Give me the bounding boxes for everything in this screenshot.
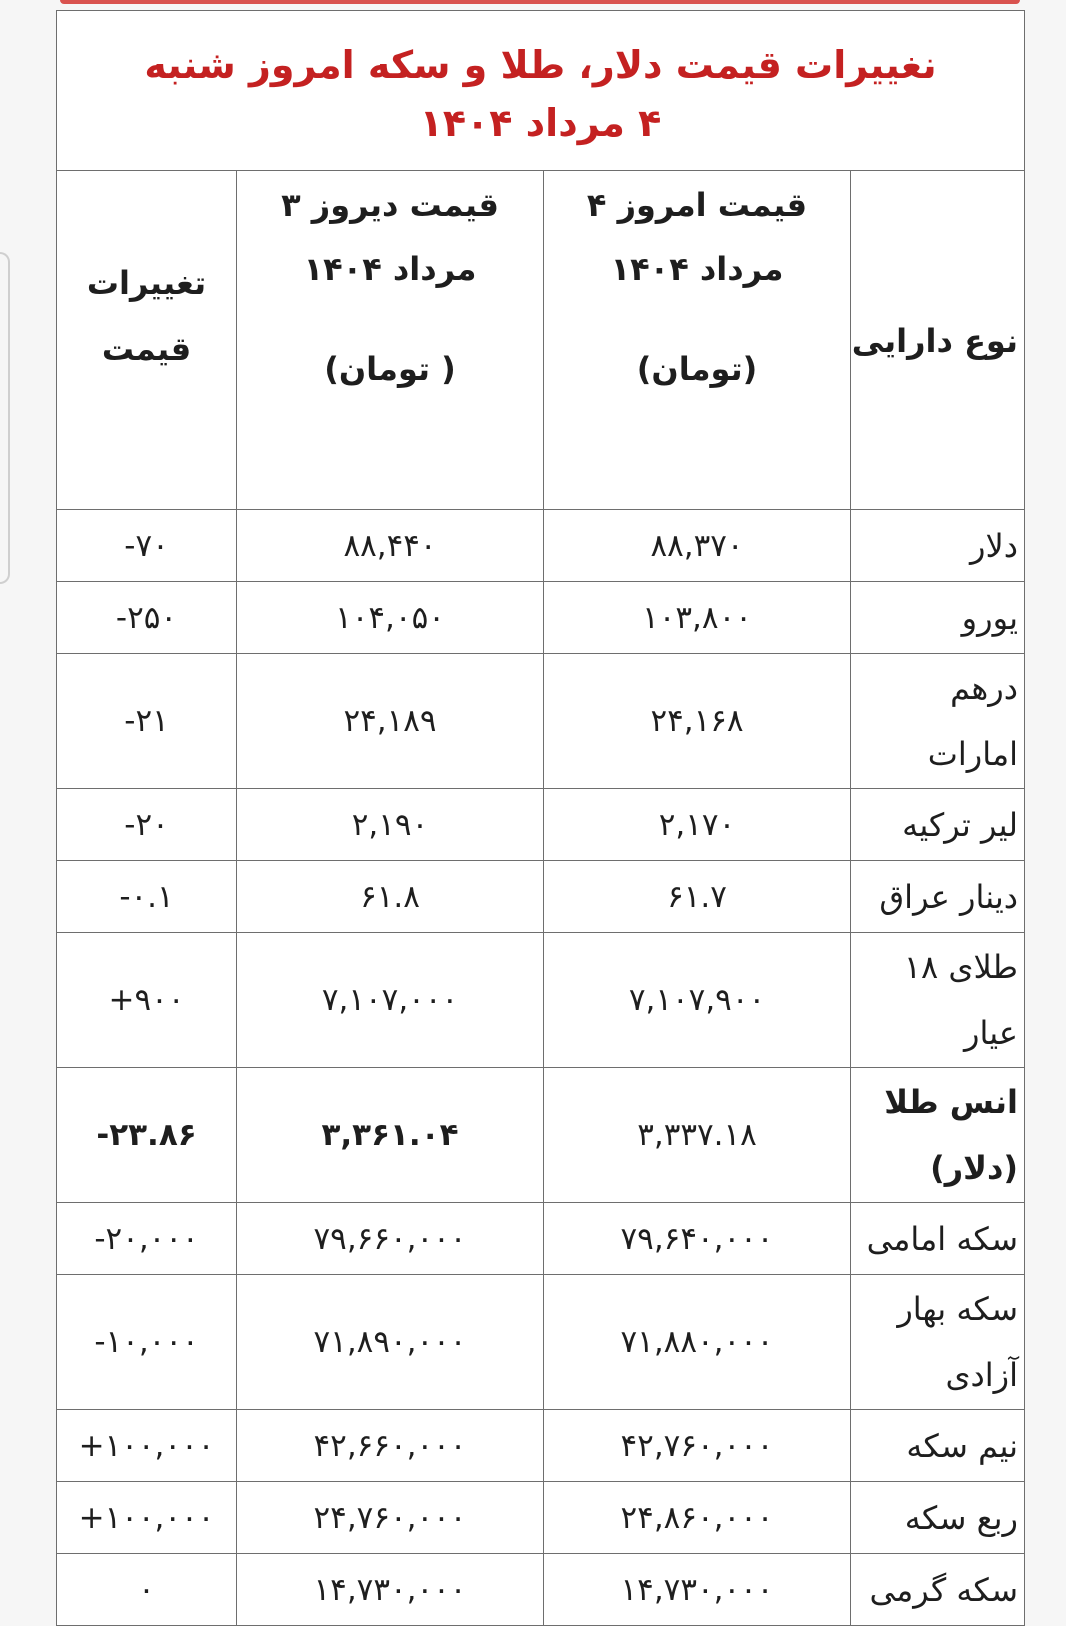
table-row-dollar bbox=[57, 510, 1025, 582]
header-change-line2: قیمت bbox=[101, 330, 192, 368]
asset-name: سکه گرمی bbox=[851, 1554, 1025, 1626]
today-price: ۸۸,۳۷۰ bbox=[544, 510, 851, 582]
price-change: ۰.۱- bbox=[57, 861, 237, 933]
today-price: ۲۴,۱۶۸ bbox=[544, 654, 851, 789]
today-price: ۲,۱۷۰ bbox=[544, 789, 851, 861]
table-row-dirham bbox=[57, 654, 1025, 789]
price-table-container bbox=[56, 10, 1024, 1609]
table-row-lira bbox=[57, 789, 1025, 861]
header-yesterday-price bbox=[237, 171, 544, 510]
yesterday-price: ۱۰۴,۰۵۰ bbox=[237, 582, 544, 654]
price-change: ۲۰- bbox=[57, 789, 237, 861]
table-row-gold18 bbox=[57, 933, 1025, 1068]
yesterday-price: ۲۴,۷۶۰,۰۰۰ bbox=[237, 1482, 544, 1554]
header-today-price bbox=[544, 171, 851, 510]
yesterday-price: ۳,۳۶۱.۰۴ bbox=[237, 1068, 544, 1203]
price-change: ۱۰۰,۰۰۰+ bbox=[57, 1410, 237, 1482]
price-change: ۲۰,۰۰۰- bbox=[57, 1203, 237, 1275]
today-price: ۷۹,۶۴۰,۰۰۰ bbox=[544, 1203, 851, 1275]
header-change-line1: تغییرات bbox=[86, 264, 207, 302]
price-change: ۲۵۰- bbox=[57, 582, 237, 654]
asset-name: سکه امامی bbox=[851, 1203, 1025, 1275]
side-handle[interactable] bbox=[0, 252, 10, 584]
yesterday-price: ۷,۱۰۷,۰۰۰ bbox=[237, 933, 544, 1068]
table-row-dinar bbox=[57, 861, 1025, 933]
asset-name: یورو bbox=[851, 582, 1025, 654]
header-yesterday-line2: مرداد ۱۴۰۴ bbox=[303, 250, 477, 288]
yesterday-price: ۲,۱۹۰ bbox=[237, 789, 544, 861]
asset-name: دلار bbox=[851, 510, 1025, 582]
asset-name: طلای ۱۸ عیار bbox=[851, 933, 1025, 1068]
table-row-euro bbox=[57, 582, 1025, 654]
table-row-bahar-coin bbox=[57, 1275, 1025, 1410]
yesterday-price: ۱۴,۷۳۰,۰۰۰ bbox=[237, 1554, 544, 1626]
asset-name: ربع سکه bbox=[851, 1482, 1025, 1554]
price-change: ۱۰۰,۰۰۰+ bbox=[57, 1482, 237, 1554]
price-change: ۰ bbox=[57, 1554, 237, 1626]
price-change: ۱۰,۰۰۰- bbox=[57, 1275, 237, 1410]
header-today-line1: قیمت امروز ۴ bbox=[586, 186, 808, 224]
price-change: ۷۰- bbox=[57, 510, 237, 582]
price-table bbox=[56, 10, 1025, 1626]
asset-name: درهم امارات bbox=[851, 654, 1025, 789]
table-row-half-coin bbox=[57, 1410, 1025, 1482]
yesterday-price: ۷۹,۶۶۰,۰۰۰ bbox=[237, 1203, 544, 1275]
header-price-change bbox=[57, 171, 237, 510]
today-price: ۱۴,۷۳۰,۰۰۰ bbox=[544, 1554, 851, 1626]
asset-name: انس طلا (دلار) bbox=[851, 1068, 1025, 1203]
header-yesterday-unit: ( تومان) bbox=[324, 350, 456, 388]
table-row-quarter-coin bbox=[57, 1482, 1025, 1554]
top-accent-strip bbox=[60, 0, 1020, 4]
today-price: ۷۱,۸۸۰,۰۰۰ bbox=[544, 1275, 851, 1410]
table-row-gold-ounce bbox=[57, 1068, 1025, 1203]
table-row-gram-coin bbox=[57, 1554, 1025, 1626]
yesterday-price: ۷۱,۸۹۰,۰۰۰ bbox=[237, 1275, 544, 1410]
yesterday-price: ۲۴,۱۸۹ bbox=[237, 654, 544, 789]
yesterday-price: ۴۲,۶۶۰,۰۰۰ bbox=[237, 1410, 544, 1482]
table-title: نغییرات قیمت دلار، طلا و سکه امروز شنبه ۴ مرداد ۱۴۰۴ bbox=[57, 11, 1025, 171]
price-change: ۹۰۰+ bbox=[57, 933, 237, 1068]
header-today-line2: مرداد ۱۴۰۴ bbox=[610, 250, 784, 288]
today-price: ۳,۳۳۷.۱۸ bbox=[544, 1068, 851, 1203]
header-today-unit: (تومان) bbox=[636, 350, 758, 388]
price-change: ۲۱- bbox=[57, 654, 237, 789]
asset-name: نیم سکه bbox=[851, 1410, 1025, 1482]
asset-name: سکه بهار آزادی bbox=[851, 1275, 1025, 1410]
price-change: ۲۳.۸۶- bbox=[57, 1068, 237, 1203]
today-price: ۶۱.۷ bbox=[544, 861, 851, 933]
header-row bbox=[57, 171, 1025, 510]
header-asset-type: نوع دارایی bbox=[851, 171, 1025, 510]
today-price: ۲۴,۸۶۰,۰۰۰ bbox=[544, 1482, 851, 1554]
asset-name: دینار عراق bbox=[851, 861, 1025, 933]
yesterday-price: ۸۸,۴۴۰ bbox=[237, 510, 544, 582]
today-price: ۴۲,۷۶۰,۰۰۰ bbox=[544, 1410, 851, 1482]
today-price: ۷,۱۰۷,۹۰۰ bbox=[544, 933, 851, 1068]
asset-name: لیر ترکیه bbox=[851, 789, 1025, 861]
header-yesterday-line1: قیمت دیروز ۳ bbox=[281, 186, 499, 224]
today-price: ۱۰۳,۸۰۰ bbox=[544, 582, 851, 654]
table-row-emami-coin bbox=[57, 1203, 1025, 1275]
yesterday-price: ۶۱.۸ bbox=[237, 861, 544, 933]
